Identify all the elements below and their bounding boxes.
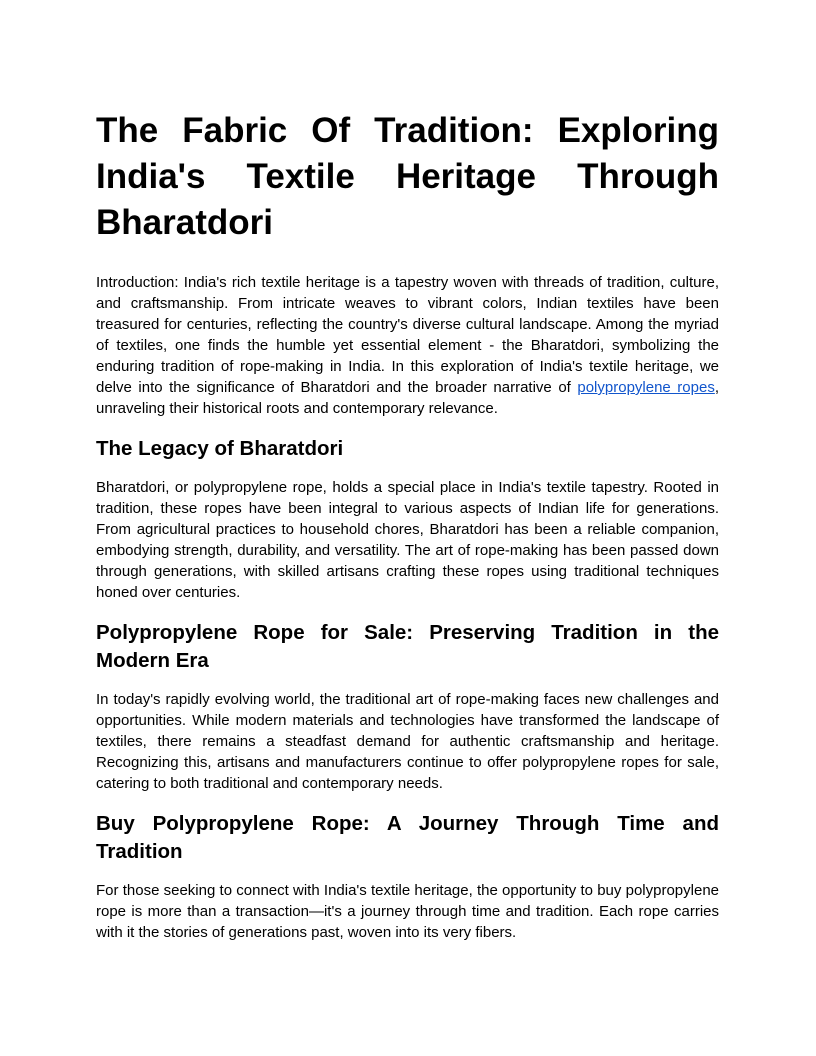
page-title: The Fabric Of Tradition: Exploring India's Textile Heritage Through Bharatdori <box>96 111 719 242</box>
intro-text-after-link: , unraveling their historical roots and contemporary relevance. <box>96 379 720 417</box>
intro-text-before-link: Introduction: India's rich textile heritage is a tapestry woven with threads of tradition, culture, and craftsmanship. From intricate weaves to vibrant colors, Indian textiles have been treasured for centuries, reflecting the country's diverse cultural landscape. Among the myriad of textiles, one finds the humble yet essential element - the Bharatdori, symbolizing the enduring tradition of rope-making in India. In this exploration of India's textile heritage, we delve into the significance of Bharatdori and the broader narrative of <box>96 274 719 396</box>
section-heading-buy-rope: Buy Polypropylene Rope: A Journey Through Time and Tradition <box>96 812 719 863</box>
section-body-rope-for-sale: In today's rapidly evolving world, the traditional art of rope-making faces new challenges and opportunities. While modern materials and technologies have transformed the landscape of textiles, there remains a steadfast demand for authentic craftsmanship and heritage. Recognizing this, artisans and manufacturers continue to offer polypropylene ropes for sale, catering to both traditional and contemporary needs. <box>96 691 719 792</box>
section-heading-legacy: The Legacy of Bharatdori <box>96 437 344 460</box>
section-body-legacy: Bharatdori, or polypropylene rope, holds a special place in India's textile tapestry. Rooted in tradition, these ropes have been integral to various aspects of Indian life for generations. From agricultural practices to household chores, Bharatdori has been a reliable companion, embodying strength, durability, and versatility. The art of rope-making has been passed down through generations, with skilled artisans crafting these ropes using traditional techniques honed over centuries. <box>96 479 719 601</box>
section-heading-rope-for-sale: Polypropylene Rope for Sale: Preserving Tradition in the Modern Era <box>96 621 719 672</box>
intro-paragraph <box>96 272 719 419</box>
section-body-buy-rope: For those seeking to connect with India's textile heritage, the opportunity to buy polypropylene rope is more than a transaction—it's a journey through time and tradition. Each rope carries with it the stories of generations past, woven into its very fibers. <box>96 882 719 941</box>
document-page <box>96 108 719 959</box>
polypropylene-ropes-link[interactable]: polypropylene ropes <box>577 379 715 396</box>
